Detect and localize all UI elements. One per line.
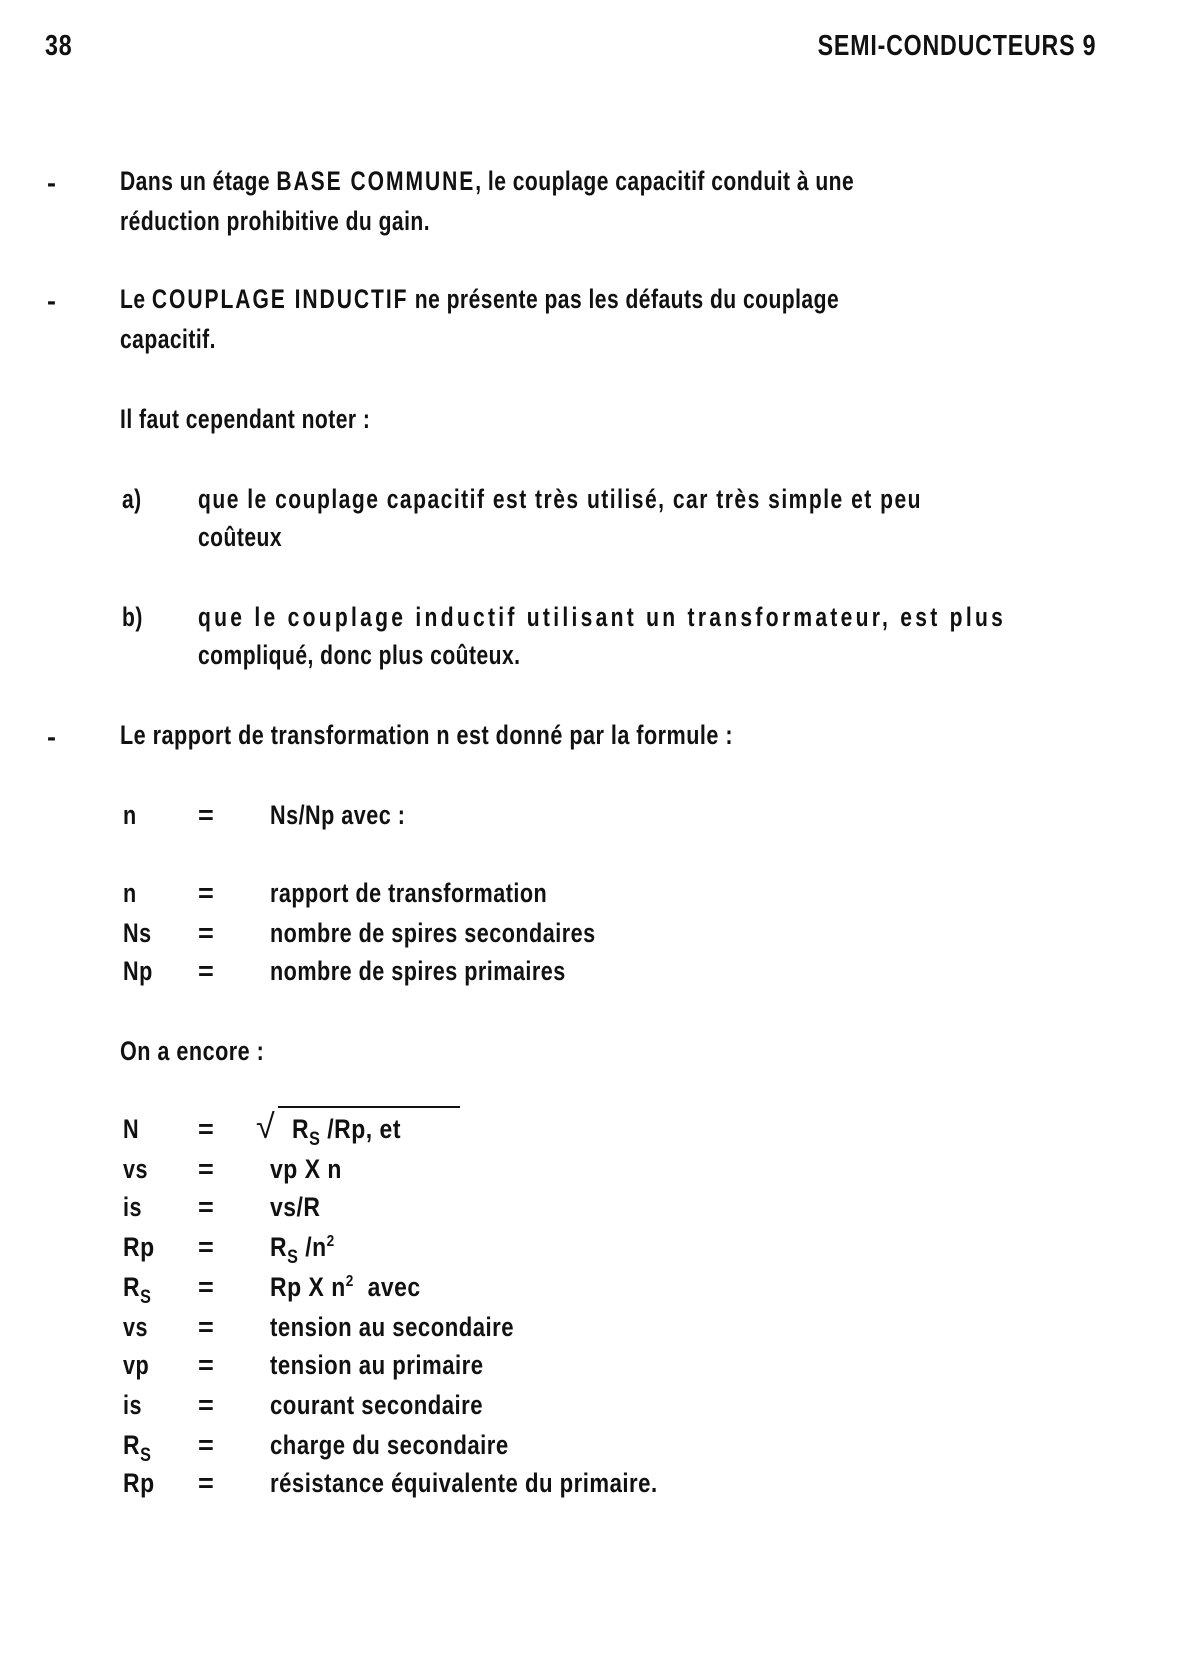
equals-sign: = bbox=[198, 1272, 215, 1302]
encore-intro: On a encore : bbox=[120, 1036, 265, 1066]
relation-rhs-vs: vp X n bbox=[270, 1154, 342, 1184]
emphasis-base-commune: BASE COMMUNE bbox=[276, 166, 476, 196]
def-lhs: Np bbox=[123, 956, 153, 986]
note-a-text: que le couplage capacitif est très utilisé, car très simple et peu bbox=[198, 484, 922, 514]
def-lhs: n bbox=[123, 878, 137, 908]
note-a-text-line2: coûteux bbox=[198, 522, 283, 552]
def-rhs: rapport de transformation bbox=[270, 878, 548, 908]
def-rhs: nombre de spires secondaires bbox=[270, 918, 596, 948]
bullet-dash: - bbox=[47, 722, 56, 752]
equals-sign: = bbox=[198, 1430, 215, 1460]
equals-sign: = bbox=[198, 1468, 215, 1498]
relation-lhs-N: N bbox=[123, 1114, 140, 1144]
equals-sign: = bbox=[198, 918, 215, 948]
def-lhs: vs bbox=[123, 1312, 148, 1342]
def-lhs: $R_S$ bbox=[123, 1430, 152, 1466]
ratio-lhs: n bbox=[123, 800, 137, 830]
bullet-dash: - bbox=[47, 168, 56, 198]
emphasis-couplage-inductif: COUPLAGE INDUCTIF bbox=[151, 284, 409, 314]
bullet-dash: - bbox=[47, 286, 56, 316]
equals-sign: = bbox=[198, 956, 215, 986]
page-number: 38 bbox=[45, 30, 73, 62]
paragraph-line: réduction prohibitive du gain. bbox=[120, 206, 431, 236]
equals-sign: = bbox=[198, 878, 215, 908]
square-root: √ $R_S$ /Rp, et bbox=[256, 1114, 420, 1151]
relation-lhs-Rs: $R_S$ bbox=[123, 1272, 152, 1308]
equals-sign: = bbox=[198, 1154, 215, 1184]
relation-rhs-Rs: Rp X $n^2$ avec bbox=[270, 1272, 421, 1302]
note-b-text: que le couplage inductif utilisant un transformateur, est plus bbox=[198, 602, 1007, 632]
note-label-a: a) bbox=[122, 484, 142, 514]
equals-sign: = bbox=[198, 800, 215, 830]
relation-lhs-Rp: Rp bbox=[123, 1232, 155, 1262]
note-b-text-line2: compliqué, donc plus coûteux. bbox=[198, 640, 521, 670]
equals-sign: = bbox=[198, 1232, 215, 1262]
formula-intro: Le rapport de transformation n est donné par la formule : bbox=[120, 720, 734, 750]
def-rhs: tension au primaire bbox=[270, 1350, 484, 1380]
def-rhs: charge du secondaire bbox=[270, 1430, 509, 1460]
def-lhs: vp bbox=[123, 1350, 150, 1380]
equals-sign: = bbox=[198, 1390, 215, 1420]
relation-lhs-vs: vs bbox=[123, 1154, 148, 1184]
radical-bar bbox=[278, 1106, 460, 1108]
relation-rhs-N bbox=[256, 1108, 420, 1151]
def-lhs: Ns bbox=[123, 918, 152, 948]
def-rhs: tension au secondaire bbox=[270, 1312, 515, 1342]
def-rhs: nombre de spires primaires bbox=[270, 956, 566, 986]
relation-rhs-Rp: $R_S$ $/n^2$ bbox=[270, 1232, 335, 1268]
equals-sign: = bbox=[198, 1114, 215, 1144]
running-title: SEMI-CONDUCTEURS 9 bbox=[817, 30, 1096, 62]
equals-sign: = bbox=[198, 1350, 215, 1380]
equals-sign: = bbox=[198, 1192, 215, 1222]
def-rhs: courant secondaire bbox=[270, 1390, 484, 1420]
paragraph-base-commune: Dans un étage BASE COMMUNE, le couplage capacitif conduit à une bbox=[120, 166, 855, 196]
paragraph-line: capacitif. bbox=[120, 324, 216, 354]
paragraph-couplage-inductif: Le COUPLAGE INDUCTIF ne présente pas les défauts du couplage bbox=[120, 284, 840, 314]
relation-lhs-is: is bbox=[123, 1192, 142, 1222]
note-intro: Il faut cependant noter : bbox=[120, 404, 371, 434]
ratio-rhs: Ns/Np avec : bbox=[270, 800, 406, 830]
def-lhs: is bbox=[123, 1390, 142, 1420]
equals-sign: = bbox=[198, 1312, 215, 1342]
relation-rhs-is: vs/R bbox=[270, 1192, 321, 1222]
def-lhs: Rp bbox=[123, 1468, 155, 1498]
radical-sign-icon: √ bbox=[256, 1108, 276, 1146]
note-label-b: b) bbox=[122, 602, 143, 632]
def-rhs: résistance équivalente du primaire. bbox=[270, 1468, 658, 1498]
